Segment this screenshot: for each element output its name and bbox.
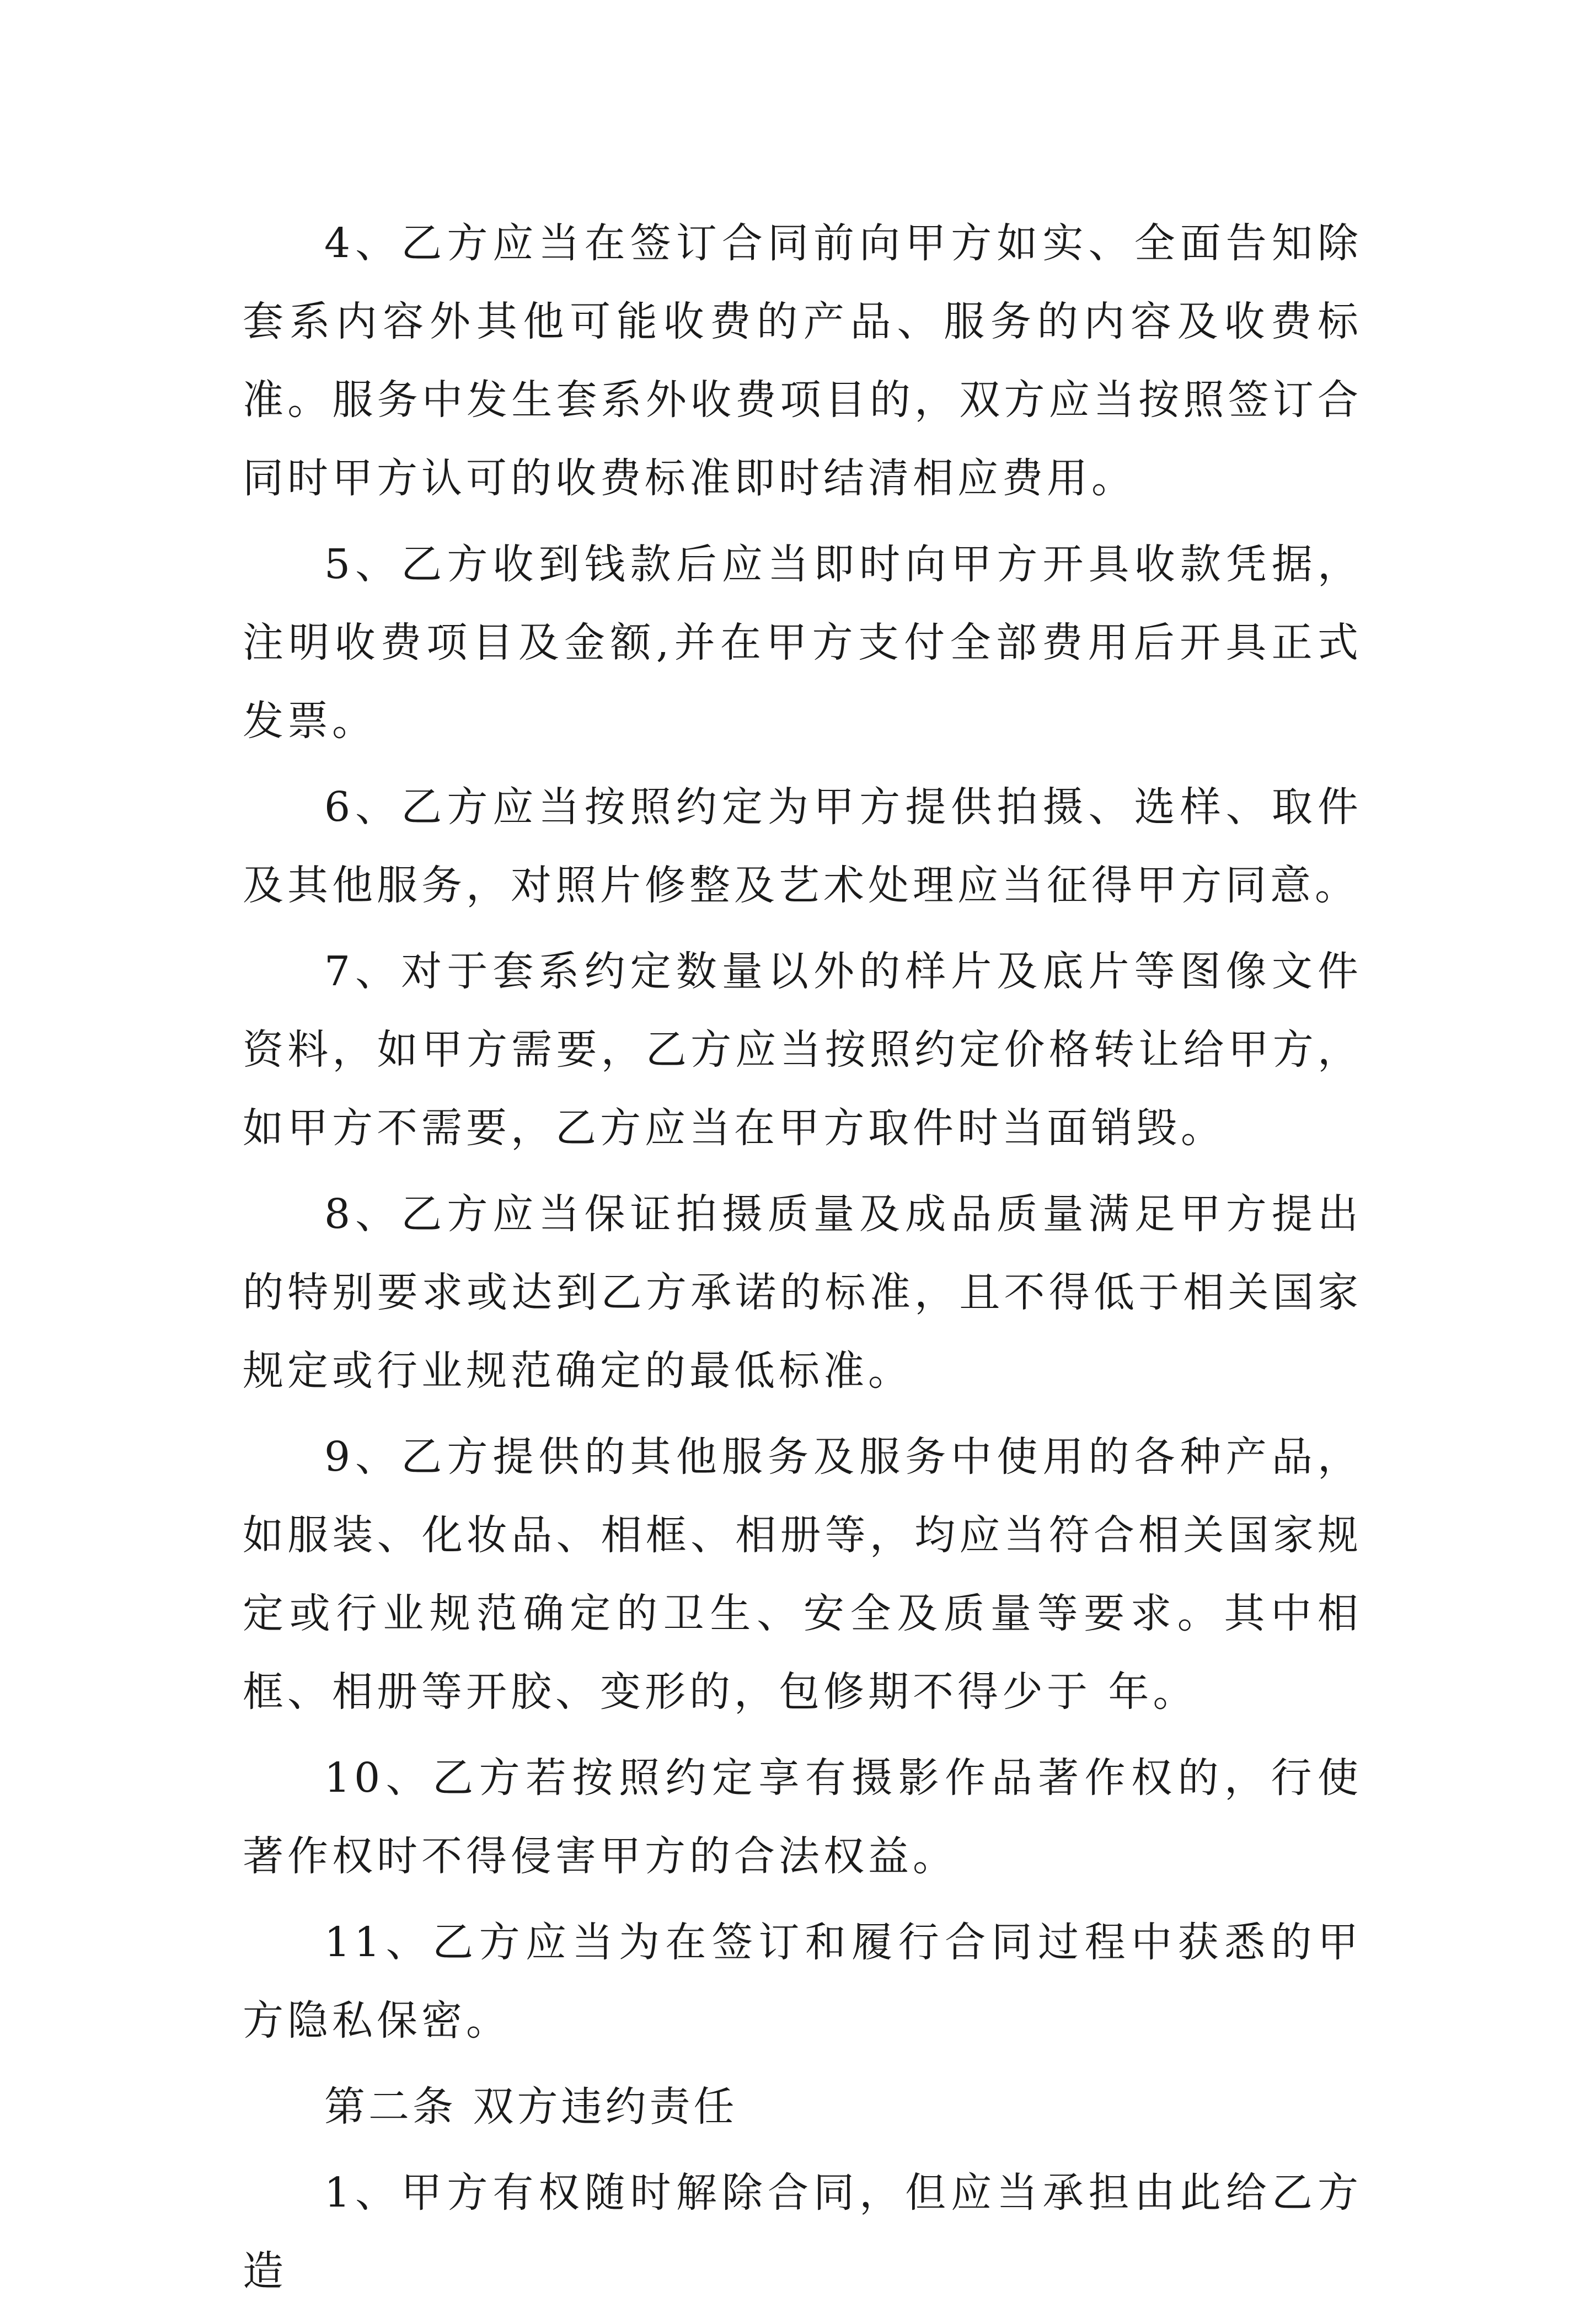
section-heading: 第二条 双方违约责任 — [324, 2083, 738, 2130]
clause-7: 7、对于套系约定数量以外的样片及底片等图像文件资料，如甲方需要，乙方应当按照约定价格转让给甲方，如甲方不需要，乙方应当在甲方取件时当面销毁。 — [243, 948, 1362, 1152]
section-clause-1: 1、甲方有权随时解除合同，但应当承担由此给乙方造 — [243, 2169, 1362, 2295]
clause-4: 4、乙方应当在签订合同前向甲方如实、全面告知除套系内容外其他可能收费的产品、服务的内容及收费标准。服务中发生套系外收费项目的，双方应当按照签订合同时甲方认可的收费标准即时结清相应费用。 — [243, 220, 1362, 502]
clause-5: 5、乙方收到钱款后应当即时向甲方开具收款凭据，注明收费项目及金额,并在甲方支付全部费用后开具正式发票。 — [243, 541, 1362, 745]
clause-6: 6、乙方应当按照约定为甲方提供拍摄、选样、取件及其他服务，对照片修整及艺术处理应当征得甲方同意。 — [243, 783, 1362, 909]
clause-10: 10、乙方若按照约定享有摄影作品著作权的，行使著作权时不得侵害甲方的合法权益。 — [243, 1754, 1362, 1880]
clause-8: 8、乙方应当保证拍摄质量及成品质量满足甲方提出的特别要求或达到乙方承诺的标准，且不得低于相关国家规定或行业规范确定的最低标准。 — [243, 1190, 1362, 1395]
clause-9: 9、乙方提供的其他服务及服务中使用的各种产品，如服装、化妆品、相框、相册等，均应当符合相关国家规定或行业规范确定的卫生、安全及质量等要求。其中相框、相册等开胶、变形的，包修期不得少于 年。 — [243, 1433, 1362, 1716]
clause-11: 11、乙方应当为在签订和履行合同过程中获悉的甲方隐私保密。 — [243, 1919, 1362, 2044]
document-body — [243, 204, 1362, 2318]
